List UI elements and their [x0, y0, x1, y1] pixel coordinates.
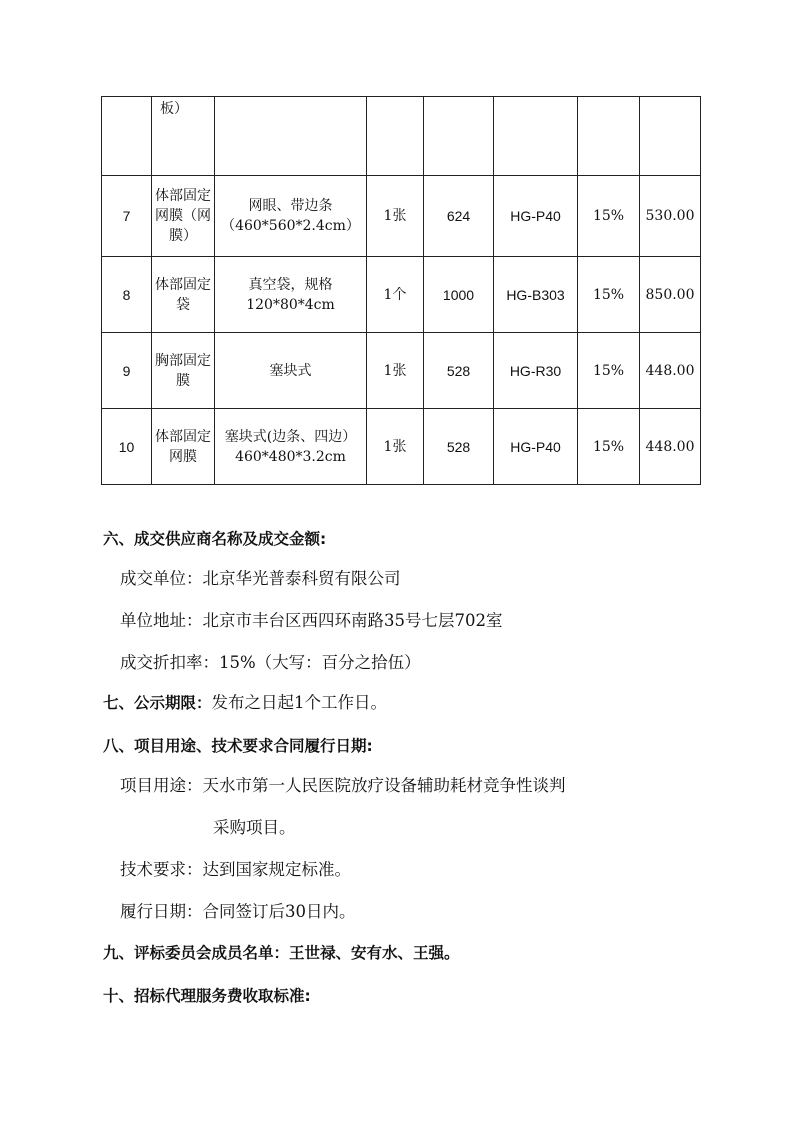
- table-row: [102, 333, 701, 409]
- section-6-heading: 六、成交供应商名称及成交金额:: [103, 530, 327, 548]
- section-7-label: 七、公示期限：: [103, 694, 212, 712]
- section-8-heading: 八、项目用途、技术要求合同履行日期:: [103, 737, 373, 755]
- cell-amount: [640, 97, 701, 176]
- cell-name: 体部固定网膜（网膜）: [152, 176, 215, 257]
- cell-price: [424, 97, 494, 176]
- cell-qty: 1张: [367, 176, 424, 257]
- section-7-text: 发布之日起1个工作日。: [211, 693, 388, 712]
- cell-no: [102, 97, 152, 176]
- discount-rate: 成交折扣率：15%（大写：百分之拾伍）: [120, 653, 421, 672]
- cell-qty: 1个: [367, 257, 424, 333]
- cell-model: HG-P40: [494, 176, 578, 257]
- cell-name: 板）: [152, 97, 215, 176]
- table-row: [102, 257, 701, 333]
- cell-qty: 1张: [367, 333, 424, 409]
- cell-name: 体部固定袋: [152, 257, 215, 333]
- cell-rate: 15%: [578, 176, 640, 257]
- cell-rate: 15%: [578, 333, 640, 409]
- cell-spec: 塞块式(边条、四边）460*480*3.2cm: [215, 409, 367, 485]
- cell-no: 9: [102, 333, 152, 409]
- project-purpose: 项目用途：天水市第一人民医院放疗设备辅助耗材竞争性谈判: [120, 776, 566, 795]
- cell-no: 7: [102, 176, 152, 257]
- cell-price: 528: [424, 333, 494, 409]
- cell-model: HG-B303: [494, 257, 578, 333]
- cell-spec: 真空袋，规格120*80*4cm: [215, 257, 367, 333]
- table-row: [102, 176, 701, 257]
- cell-amount: 448.00: [640, 333, 701, 409]
- unit-address: 单位地址：北京市丰台区西四环南路35号七层702室: [120, 611, 503, 630]
- cell-spec: [215, 97, 367, 176]
- cell-qty: [367, 97, 424, 176]
- cell-rate: 15%: [578, 409, 640, 485]
- cell-model: HG-R30: [494, 333, 578, 409]
- cell-name: 体部固定网膜: [152, 409, 215, 485]
- section-10-heading: 十、招标代理服务费收取标准:: [103, 987, 311, 1005]
- cell-price: 624: [424, 176, 494, 257]
- cell-no: 10: [102, 409, 152, 485]
- section-7: [103, 692, 387, 714]
- cell-spec: 塞块式: [215, 333, 367, 409]
- project-purpose-continued: 采购项目。: [213, 818, 296, 837]
- cell-spec: 网眼、带边条（460*560*2.4cm）: [215, 176, 367, 257]
- performance-date: 履行日期：合同签订后30日内。: [120, 902, 356, 921]
- cell-amount: 530.00: [640, 176, 701, 257]
- cell-qty: 1张: [367, 409, 424, 485]
- cell-rate: 15%: [578, 257, 640, 333]
- technical-requirements: 技术要求：达到国家规定标准。: [120, 860, 351, 879]
- winning-unit: 成交单位：北京华光普泰科贸有限公司: [120, 569, 401, 588]
- cell-price: 528: [424, 409, 494, 485]
- cell-price: 1000: [424, 257, 494, 333]
- cell-amount: 448.00: [640, 409, 701, 485]
- table-row: [102, 97, 701, 176]
- cell-model: [494, 97, 578, 176]
- items-table: [101, 96, 701, 485]
- cell-model: HG-P40: [494, 409, 578, 485]
- cell-no: 8: [102, 257, 152, 333]
- section-9: 九、评标委员会成员名单：王世禄、安有水、王强。: [103, 944, 460, 962]
- table-row: [102, 409, 701, 485]
- cell-amount: 850.00: [640, 257, 701, 333]
- cell-rate: [578, 97, 640, 176]
- cell-name: 胸部固定膜: [152, 333, 215, 409]
